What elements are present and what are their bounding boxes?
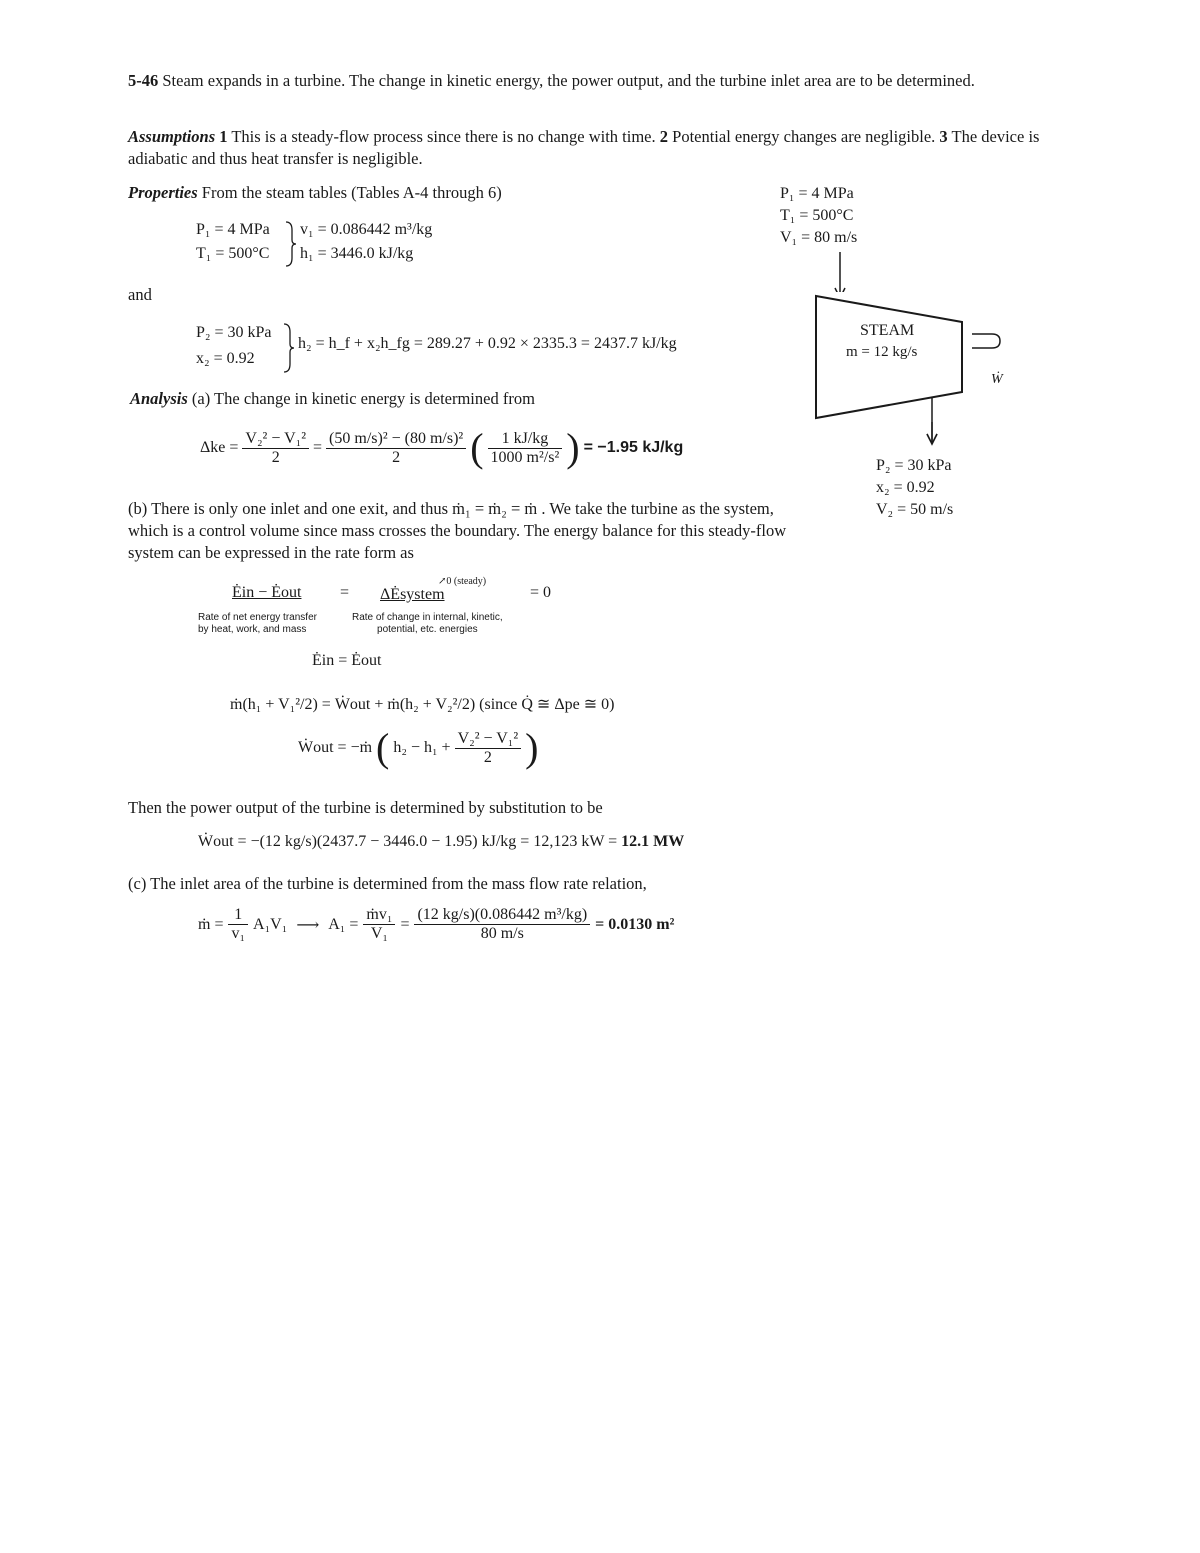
inlet-conditions: P₁ = 4 MPa T₁ = 500°C V₁ = 80 m/s — [780, 185, 858, 246]
work-label: Ẇ — [991, 372, 1003, 387]
analysis-line: Analysis (a) The change in kinetic energy is determined from — [130, 389, 535, 408]
part-c-text: (c) The inlet area of the turbine is determined from the mass flow rate relation, — [128, 874, 647, 893]
problem-text: Steam expands in a turbine. The change in kinetic energy, the power output, and the turbine inlet area are to be determined. — [162, 71, 975, 90]
wout-equation: Ẇout = −ṁ ( h₂ − h₁ + $\frac{\text{V₂² − V₁²}}{2}$ ) — [298, 725, 539, 770]
analysis-heading: Analysis — [130, 389, 188, 408]
and-text: and — [128, 285, 152, 304]
properties-heading: Properties — [128, 183, 198, 202]
inlet-area-result: = 0.0130 m² — [595, 915, 675, 933]
energy-balance-equals: = — [340, 584, 350, 601]
state1-outputs: v₁ = 0.086442 m³/kg h₁ = 3446.0 kJ/kg — [300, 221, 433, 262]
ein-eout-equation: Ėin = Ėout — [312, 652, 382, 669]
assumptions-paragraph: Assumptions 1 This is a steady-flow process since there is no change with time. 2 Potential energy changes are negligible. 3 The device is adiabatic and thus heat transfer is negligible. — [128, 127, 1040, 168]
h2-equation: h₂ = h_f + x₂h_fg = 289.27 + 0.92 × 2335.3 = 2437.7 kJ/kg — [298, 335, 677, 352]
steam-label: STEAM — [860, 322, 915, 339]
state2-inputs: P₂ = 30 kPa x₂ = 0.92 — [196, 324, 272, 367]
mass-flow-label: m = 12 kg/s — [846, 344, 918, 360]
state1-inputs: P₁ = 4 MPa T₁ = 500°C — [196, 221, 270, 262]
lhs-underbrace-label: Rate of net energy transfer by heat, work, and mass — [198, 612, 317, 635]
state2-brace — [282, 322, 296, 374]
inlet-area-equation: ṁ = $\frac{1}{\text{v₁}}$ A₁V₁ ⟶ A₁ = $\frac{\text{ṁv₁}}{\text{V₁}}$ = $\frac{\text{(12 kg/s)(0.086442 m³/kg)}}{80 m/s}$ = 0.0130 m² — [198, 906, 675, 942]
steady-note: ↗0 (steady) — [438, 576, 487, 587]
energy-rate-equation: ṁ(h₁ + V₁²/2) = Ẇout + ṁ(h₂ + V₂²/2) (since Q̇ ≅ Δpe ≅ 0) — [230, 696, 615, 713]
delta-ke-equation: Δke = $\frac{\text{V₂² − V₁²}}{2}$ = $\frac{\text{(50 m/s)² − (80 m/s)²}}{2}$ ( $\frac{1 kJ/kg}{\text{1000 m²/s²}}$ ) = −1.95 kJ/kg — [200, 425, 684, 470]
wout-substitution: Ẇout = −(12 kg/s)(2437.7 − 3446.0 − 1.95) kJ/kg = 12,123 kW = 12.1 MW — [198, 833, 685, 850]
problem-number: 5-46 — [128, 71, 159, 90]
assumptions-heading: Assumptions — [128, 127, 216, 146]
arrow-icon: ⟶ — [296, 916, 320, 934]
state1-brace — [284, 220, 298, 268]
then-text: Then the power output of the turbine is determined by substitution to be — [128, 798, 603, 817]
energy-balance-lhs: Ėin − Ėout — [232, 584, 302, 601]
problem-statement — [128, 70, 1008, 92]
wout-result: 12.1 MW — [621, 833, 685, 850]
part-b-paragraph: (b) There is only one inlet and one exit, and thus ṁ₁ = ṁ₂ = ṁ . We take the turbine as the system, which is a control volume since mass crosses the boundary. The energy balance for this steady-flow system can be expressed in the rate form as — [128, 499, 787, 562]
properties-line: Properties From the steam tables (Tables A-4 through 6) — [128, 183, 502, 202]
energy-balance-rhs: ΔĖsystem — [380, 586, 445, 603]
energy-balance-zero: = 0 — [530, 584, 552, 601]
outlet-conditions: P₂ = 30 kPa x₂ = 0.92 V₂ = 50 m/s — [876, 457, 954, 518]
rhs-underbrace-label: Rate of change in internal, kinetic, potential, etc. energies — [352, 612, 503, 635]
outlet-arrow — [923, 398, 943, 448]
delta-ke-result: = −1.95 kJ/kg — [583, 439, 684, 456]
